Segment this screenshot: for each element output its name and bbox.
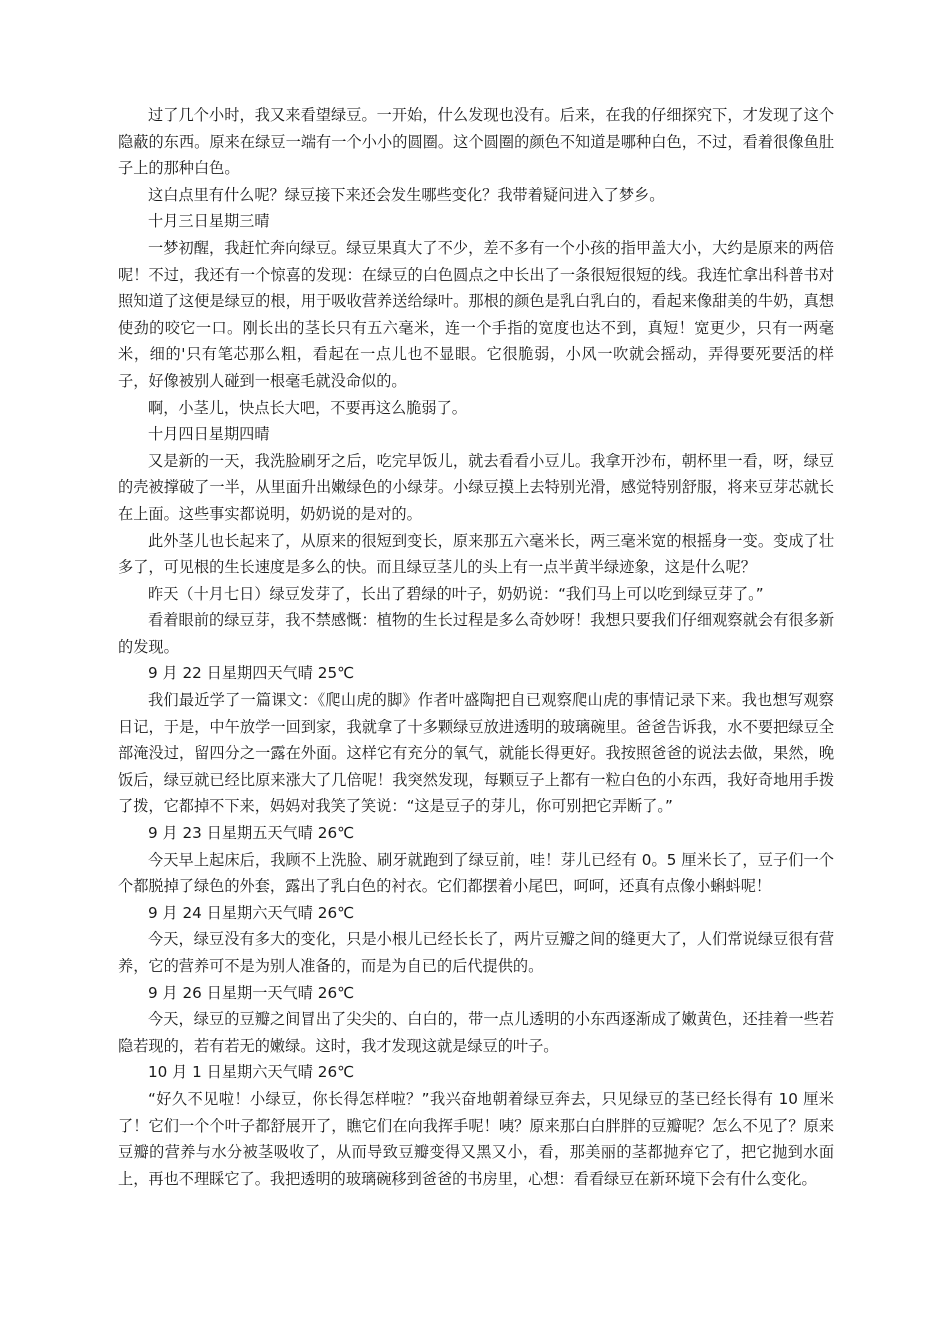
date-heading: 9 月 23 日星期五天气晴 26℃	[148, 824, 355, 843]
date-heading: 9 月 22 日星期四天气晴 25℃	[148, 664, 355, 683]
paragraph: 看着眼前的绿豆芽，我不禁感慨：植物的生长过程是多么奇妙呀！我想只要我们仔细观察就会有很多新的发现。	[118, 611, 834, 656]
paragraph: 啊，小茎儿，快点长大吧，不要再这么脆弱了。	[148, 398, 467, 417]
paragraph: 今天，绿豆的豆瓣之间冒出了尖尖的、白白的，带一点儿透明的小东西逐渐成了嫩黄色，还挂着一些若隐若现的，若有若无的嫩绿。这时，我才发现这就是绿豆的叶子。	[118, 1010, 834, 1055]
paragraph: 昨天（十月七日）绿豆发芽了，长出了碧绿的叶子，奶奶说：“我们马上可以吃到绿豆芽了。”	[148, 584, 764, 603]
paragraph: 今天早上起床后，我顾不上洗脸、刷牙就跑到了绿豆前，哇！芽儿已经有 0。5 厘米长了，豆子们一个个都脱掉了绿色的外套，露出了乳白色的衬衣。它们都摆着小尾巴，呵呵，还真有点像小蝌蚪呢！	[118, 850, 834, 896]
paragraph: “好久不见啦！小绿豆，你长得怎样啦？”我兴奋地朝着绿豆奔去，只见绿豆的茎已经长得有 10 厘米了！它们一个个叶子都舒展开了，瞧它们在向我挥手呢！咦？原来那白白胖胖的豆瓣呢？怎么不见了？原来豆瓣的营养与水分被茎吸收了，从而导致豆瓣变得又黑又小，看，那美丽的茎都抛弃它了，把它抛到水面上，再也不理睬它了。我把透明的玻璃碗移到爸爸的书房里，心想：看看绿豆在新环境下会有什么变化。	[118, 1089, 834, 1188]
diary-text-body	[118, 102, 834, 1192]
date-heading: 9 月 26 日星期一天气晴 26℃	[148, 983, 355, 1002]
paragraph: 过了几个小时，我又来看望绿豆。一开始，什么发现也没有。后来，在我的仔细探究下，才发现了这个隐蔽的东西。原来在绿豆一端有一个小小的圆圈。这个圆圈的颜色不知道是哪种白色，不过，看着很像鱼肚子上的那种白色。	[118, 106, 834, 178]
paragraph: 今天，绿豆没有多大的变化，只是小根儿已经长长了，两片豆瓣之间的缝更大了，人们常说绿豆很有营养，它的营养可不是为别人准备的，而是为自已的后代提供的。	[118, 930, 834, 975]
date-heading: 十月三日星期三晴	[148, 212, 270, 231]
paragraph: 此外茎儿也长起来了，从原来的很短到变长，原来那五六毫米长，两三毫米宽的根摇身一变。变成了壮多了，可见根的生长速度是多么的快。而且绿豆茎儿的头上有一点半黄半绿迹象，这是什么呢？	[118, 531, 834, 577]
paragraph: 我们最近学了一篇课文：《爬山虎的脚》作者叶盛陶把自已观察爬山虎的事情记录下来。我也想写观察日记，于是，中午放学一回到家，我就拿了十多颗绿豆放进透明的玻璃碗里。爸爸告诉我，水不要把绿豆全部淹没过，留四分之一露在外面。这样它有充分的氧气，就能长得更好。我按照爸爸的说法去做，果然，晚饭后，绿豆就已经比原来涨大了几倍呢！我突然发现，每颗豆子上都有一粒白色的小东西，我好奇地用手拨了拨，它都掉不下来，妈妈对我笑了笑说：“这是豆子的芽儿，你可别把它弄断了。”	[118, 691, 834, 816]
date-heading: 十月四日星期四晴	[148, 425, 270, 444]
paragraph: 又是新的一天，我洗脸刷牙之后，吃完早饭儿，就去看看小豆儿。我拿开沙布，朝杯里一看，呀，绿豆的壳被撑破了一半，从里面升出嫩绿色的小绿芽。小绿豆摸上去特别光滑，感觉特别舒服，将来豆芽芯就长在上面。这些事实都说明，奶奶说的是对的。	[118, 451, 834, 523]
date-heading: 10 月 1 日星期六天气晴 26℃	[148, 1063, 355, 1082]
paragraph: 这白点里有什么呢？绿豆接下来还会发生哪些变化？我带着疑问进入了梦乡。	[148, 185, 665, 204]
paragraph: 一梦初醒，我赶忙奔向绿豆。绿豆果真大了不少，差不多有一个小孩的指甲盖大小，大约是原来的两倍呢！不过，我还有一个惊喜的发现：在绿豆的白色圆点之中长出了一条很短很短的线。我连忙拿出科普书对照知道了这便是绿豆的根，用于吸收营养送给绿叶。那根的颜色是乳白乳白的，看起来像甜美的牛奶，真想使劲的咬它一口。刚长出的茎长只有五六毫米，连一个手指的宽度也达不到，真短！宽更少，只有一两毫米，细的'只有笔芯那么粗，看起在一点儿也不显眼。它很脆弱，小风一吹就会摇动，弄得要死要活的样子，好像被别人碰到一根毫毛就没命似的。	[118, 238, 834, 390]
date-heading: 9 月 24 日星期六天气晴 26℃	[148, 903, 355, 922]
